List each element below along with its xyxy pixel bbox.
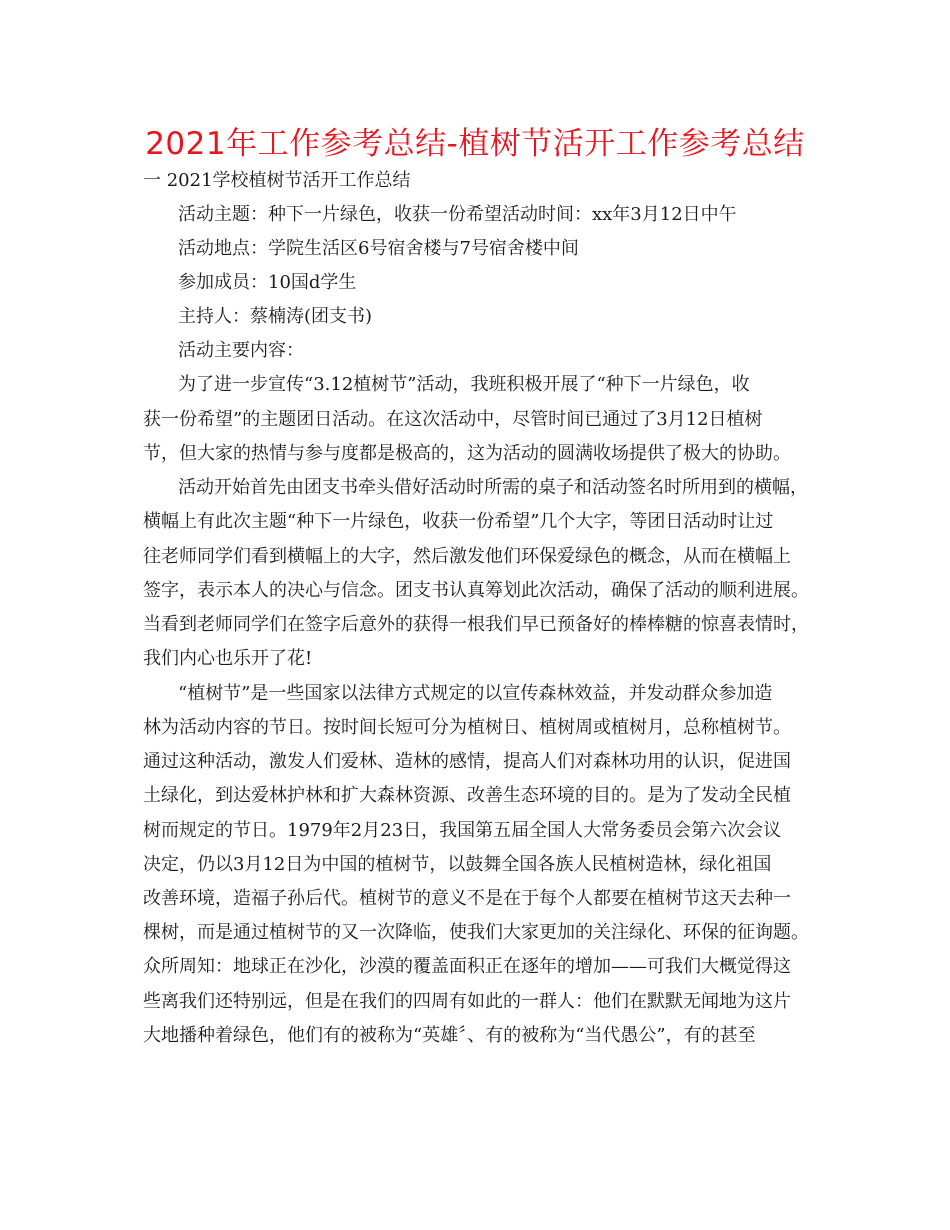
document-title: 2021年工作参考总结-植树节活开工作参考总结 <box>145 126 805 162</box>
paragraph-line: 活动开始首先由团支书牵头借好活动时所需的桌子和活动签名时所用到的横幅， <box>178 477 808 498</box>
paragraph-line: “植树节”是一些国家以法律方式规定的以宣传森林效益，并发动群众参加造 <box>178 683 773 704</box>
section-heading: 一 2021学校植树节活开工作总结 <box>143 170 411 191</box>
info-members: 参加成员：10国d学生 <box>178 272 357 293</box>
paragraph-line: 土绿化，到达爱林护林和扩大森林资源、改善生态环境的目的。是为了发动全民植 <box>143 785 791 806</box>
paragraph-line: 棵树，而是通过植树节的又一次降临，使我们大家更加的关注绿化、环保的征询题。 <box>143 922 809 943</box>
paragraph-line: 当看到老师同学们在签字后意外的获得一根我们早已预备好的棒棒糖的惊喜表情时， <box>143 614 809 635</box>
paragraph-line: 通过这种活动，激发人们爱林、造林的感情，提高人们对森林功用的认识，促进国 <box>143 751 791 772</box>
paragraph-line: 节，但大家的热情与参与度都是极高的，这为活动的圆满收场提供了极大的协助。 <box>143 443 791 464</box>
paragraph-line: 往老师同学们看到横幅上的大字，然后激发他们环保爱绿色的概念，从而在横幅上 <box>143 546 791 567</box>
info-content-label: 活动主要内容： <box>178 340 304 361</box>
paragraph-line: 获一份希望”的主题团日活动。在这次活动中，尽管时间已通过了3月12日植树 <box>143 409 763 430</box>
info-location: 活动地点：学院生活区6号宿舍楼与7号宿舍楼中间 <box>178 238 579 259</box>
paragraph-line: 决定，仍以3月12日为中国的植树节，以鼓舞全国各族人民植树造林，绿化祖国 <box>143 854 772 875</box>
paragraph-line: 我们内心也乐开了花! <box>143 648 313 669</box>
info-host: 主持人：蔡楠涛(团支书) <box>178 306 373 327</box>
paragraph-line: 众所周知：地球正在沙化，沙漠的覆盖面积正在逐年的增加——可我们大概觉得这 <box>143 956 791 977</box>
paragraph-line: 横幅上有此次主题“种下一片绿色，收获一份希望”几个大字，等团日活动时让过 <box>143 511 774 532</box>
paragraph-line: 些离我们还特别远，但是在我们的四周有如此的一群人：他们在默默无闻地为这片 <box>143 991 791 1012</box>
paragraph-line: 改善环境，造福子孙后代。植树节的意义不是在于每个人都要在植树节这天去种一 <box>143 888 791 909</box>
paragraph-line: 大地播种着绿色，他们有的被称为“英雄〞、有的被称为“当代愚公”，有的甚至 <box>143 1025 756 1046</box>
paragraph-line: 为了进一步宣传“3.12植树节”活动，我班积极开展了“种下一片绿色，收 <box>178 374 750 395</box>
paragraph-line: 林为活动内容的节日。按时间长短可分为植树日、植树周或植树月，总称植树节。 <box>143 717 791 738</box>
info-theme: 活动主题：种下一片绿色，收获一份希望活动时间：xx年3月12日中午 <box>178 204 737 225</box>
paragraph-line: 签字，表示本人的决心与信念。团支书认真筹划此次活动，确保了活动的顺利进展。 <box>143 580 809 601</box>
paragraph-line: 树而规定的节日。1979年2月23日，我国第五届全国人大常务委员会第六次会议 <box>143 820 782 841</box>
